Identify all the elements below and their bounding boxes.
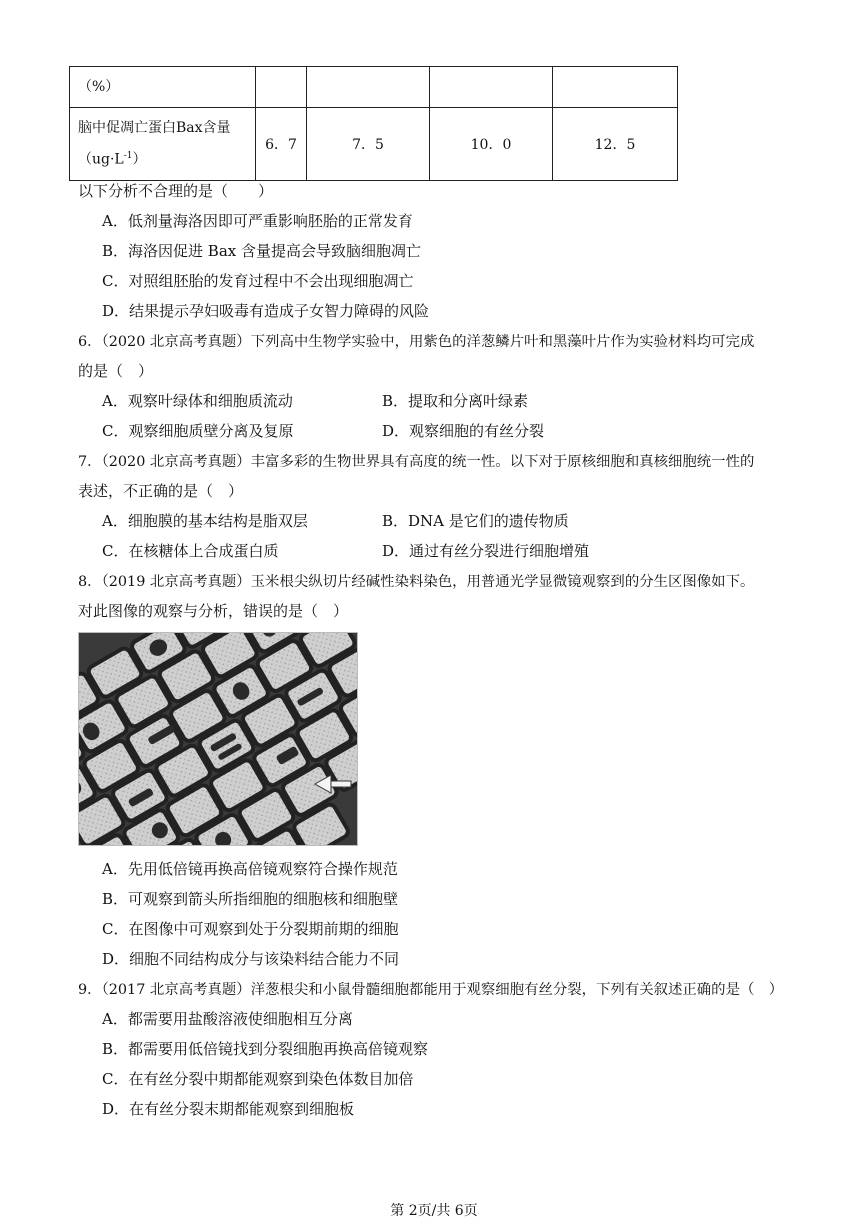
q5-option-a: A．低剂量海洛因即可严重影响胚胎的正常发育 — [102, 212, 413, 230]
bax-label-line1: 脑中促凋亡蛋白Bax含量 — [78, 120, 231, 137]
q7-option-d: D．通过有丝分裂进行细胞增殖 — [382, 542, 590, 560]
q6-stem-line2: 的是（ ） — [78, 362, 154, 380]
q8-option-c: C．在图像中可观察到处于分裂期前期的细胞 — [102, 920, 399, 938]
q6-option-b: B．提取和分离叶绿素 — [382, 392, 529, 410]
q6-option-c: C．观察细胞质壁分离及复原 — [102, 422, 294, 440]
table-row — [70, 67, 678, 108]
bax-label — [70, 108, 256, 181]
q8-option-a: A．先用低倍镜再换高倍镜观察符合操作规范 — [102, 860, 398, 878]
percent-label: （%） — [70, 67, 256, 108]
q9-option-c: C．在有丝分裂中期都能观察到染色体数目加倍 — [102, 1070, 414, 1088]
bax-value: 10．0 — [430, 108, 553, 181]
root-tip-micrograph — [78, 632, 358, 846]
q9-option-d: D．在有丝分裂末期都能观察到细胞板 — [102, 1100, 355, 1118]
q7-stem-line2: 表述，不正确的是（ ） — [78, 482, 244, 500]
q7-stem-line1: 7．（2020 北京高考真题）丰富多彩的生物世界具有高度的统一性。以下对于原核细胞和真核细胞统一性的 — [78, 454, 755, 470]
data-table — [69, 66, 678, 181]
q6-option-d: D．观察细胞的有丝分裂 — [382, 422, 545, 440]
page-number: 第 2页/共 6页 — [390, 1203, 478, 1219]
q8-option-d: D．细胞不同结构成分与该染料结合能力不同 — [102, 950, 400, 968]
q5-stem: 以下分析不合理的是（ ） — [78, 182, 274, 200]
q9-option-a: A．都需要用盐酸溶液使细胞相互分离 — [102, 1010, 353, 1028]
q6-option-a: A．观察叶绿体和细胞质流动 — [102, 392, 293, 410]
bax-value: 12．5 — [553, 108, 678, 181]
q6-stem-line1: 6．（2020 北京高考真题）下列高中生物学实验中，用紫色的洋葱鳞片叶和黑藻叶片作为实验材料均可完成 — [78, 334, 755, 350]
q8-stem-line1: 8．（2019 北京高考真题）玉米根尖纵切片经碱性染料染色，用普通光学显微镜观察到的分生区图像如下。 — [78, 574, 755, 590]
table-row — [70, 108, 678, 181]
q8-option-b: B．可观察到箭头所指细胞的细胞核和细胞壁 — [102, 890, 399, 908]
q9-stem: 9．（2017 北京高考真题）洋葱根尖和小鼠骨髓细胞都能用于观察细胞有丝分裂，下列有关叙述正确的是（ ） — [78, 982, 784, 998]
bax-value: 7．5 — [307, 108, 430, 181]
q5-option-c: C．对照组胚胎的发育过程中不会出现细胞凋亡 — [102, 272, 414, 290]
q9-option-b: B．都需要用低倍镜找到分裂细胞再换高倍镜观察 — [102, 1040, 429, 1058]
bax-label-unit: $(ug\cdot L^{-1})$ — [78, 151, 147, 168]
q5-option-d: D．结果提示孕妇吸毒有造成子女智力障碍的风险 — [102, 302, 430, 320]
bax-value: 6．7 — [256, 108, 307, 181]
q5-option-b: B．海洛因促进 Bax 含量提高会导致脑细胞凋亡 — [102, 242, 421, 260]
q7-option-b: B．DNA 是它们的遗传物质 — [382, 512, 569, 530]
q7-option-c: C．在核糖体上合成蛋白质 — [102, 542, 279, 560]
q7-option-a: A．细胞膜的基本结构是脂双层 — [102, 512, 308, 530]
q8-stem-line2: 对此图像的观察与分析，错误的是（ ） — [78, 602, 349, 620]
